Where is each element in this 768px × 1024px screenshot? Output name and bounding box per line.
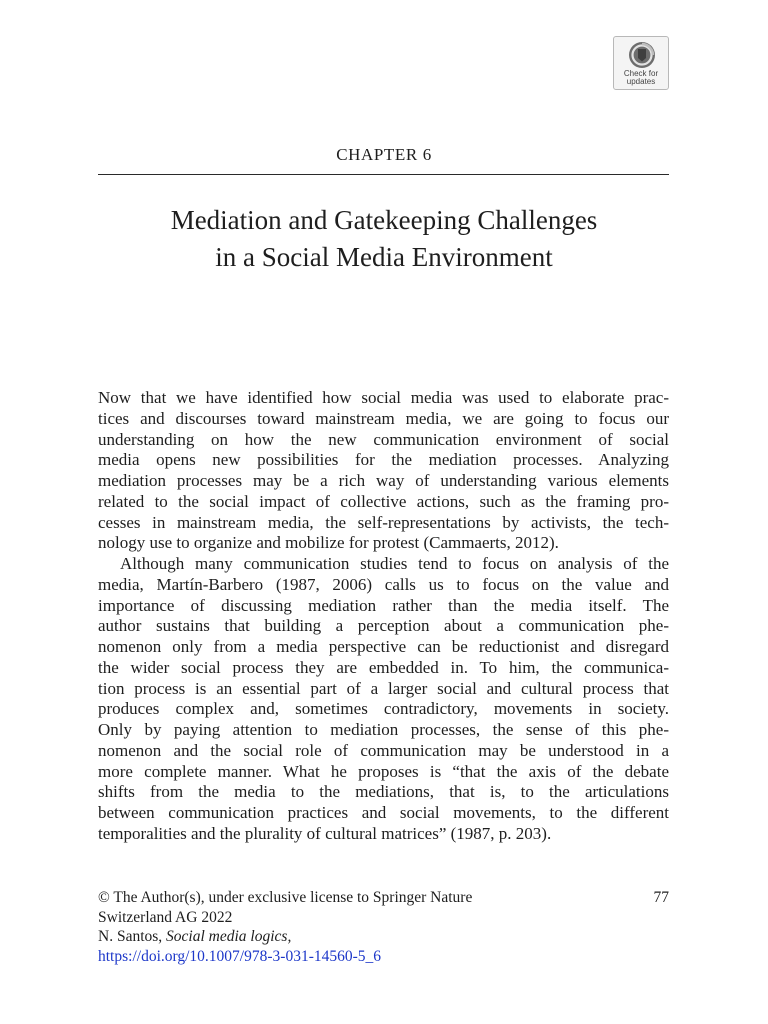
chapter-title-line-2: in a Social Media Environment: [215, 242, 553, 272]
text-line: nomenon and the social role of communication may be understood in a: [98, 740, 669, 760]
paragraph-2: [98, 554, 669, 845]
text-line: more complete manner. What he proposes is “that the axis of the debate: [98, 761, 669, 781]
check-for-updates-icon: [627, 40, 657, 70]
text-line: the wider social process they are embedded in. To him, the communica-: [98, 657, 669, 677]
text-line: cesses in mainstream media, the self-representations by activists, the tech-: [98, 512, 669, 532]
text-line: Although many communication studies tend to focus on analysis of the: [120, 554, 669, 573]
text-line: tion process is an essential part of a larger social and cultural process that: [98, 678, 669, 698]
chapter-title-line-1: Mediation and Gatekeeping Challenges: [170, 205, 598, 235]
text-line: nology use to organize and mobilize for protest (Cammaerts, 2012).: [98, 533, 559, 553]
copyright-line-2: Switzerland AG 2022: [98, 908, 233, 926]
text-line: mediation processes may be a rich way of understanding various elements: [98, 471, 669, 490]
text-line: media, Martín-Barbero (1987, 2006) calls us to focus on the value and: [98, 574, 669, 594]
text-line: produces complex and, sometimes contradictory, movements in society.: [98, 699, 669, 719]
text-line: Now that we have identified how social media was used to elaborate prac-: [98, 388, 669, 407]
citation-line: [98, 927, 669, 947]
text-line: author sustains that building a perception about a communication phe-: [98, 616, 669, 636]
text-line: temporalities and the plurality of cultural matrices” (1987, p. 203).: [98, 823, 552, 843]
chapter-divider: [98, 174, 669, 175]
badge-line-2: updates: [626, 77, 656, 86]
text-line: understanding on how the new communication environment of social: [98, 429, 669, 449]
page-number: 77: [653, 889, 669, 906]
book-title: Social media logics,: [166, 928, 292, 945]
paragraph-1: [98, 388, 669, 554]
footer-citation: [98, 888, 669, 966]
text-line: nomenon only from a media perspective can be reductionist and disregard: [98, 637, 669, 656]
chapter-title: [0, 202, 768, 276]
text-line: related to the social impact of collective actions, such as the framing pro-: [98, 491, 669, 511]
text-line: Only by paying attention to mediation processes, the sense of this phe-: [98, 720, 669, 739]
check-for-updates-badge[interactable]: [613, 36, 669, 90]
chapter-body: [98, 388, 669, 845]
text-line: importance of discussing mediation rather than the media itself. The: [98, 595, 669, 615]
text-line: between communication practices and social movements, to the different: [98, 803, 669, 822]
chapter-label: CHAPTER 6: [336, 145, 432, 164]
text-line: media opens new possibilities for the mediation processes. Analyzing: [98, 450, 669, 470]
author-name: N. Santos,: [98, 928, 167, 945]
copyright-line-1: © The Author(s), under exclusive license to Springer Nature: [98, 889, 473, 906]
text-line: shifts from the media to the mediations, that is, to the articulations: [98, 782, 669, 802]
text-line: tices and discourses toward mainstream media, we are going to focus our: [98, 408, 669, 428]
doi-link[interactable]: https://doi.org/10.1007/978-3-031-14560-5_6: [98, 947, 382, 965]
badge-line-1: Check for: [623, 69, 659, 78]
